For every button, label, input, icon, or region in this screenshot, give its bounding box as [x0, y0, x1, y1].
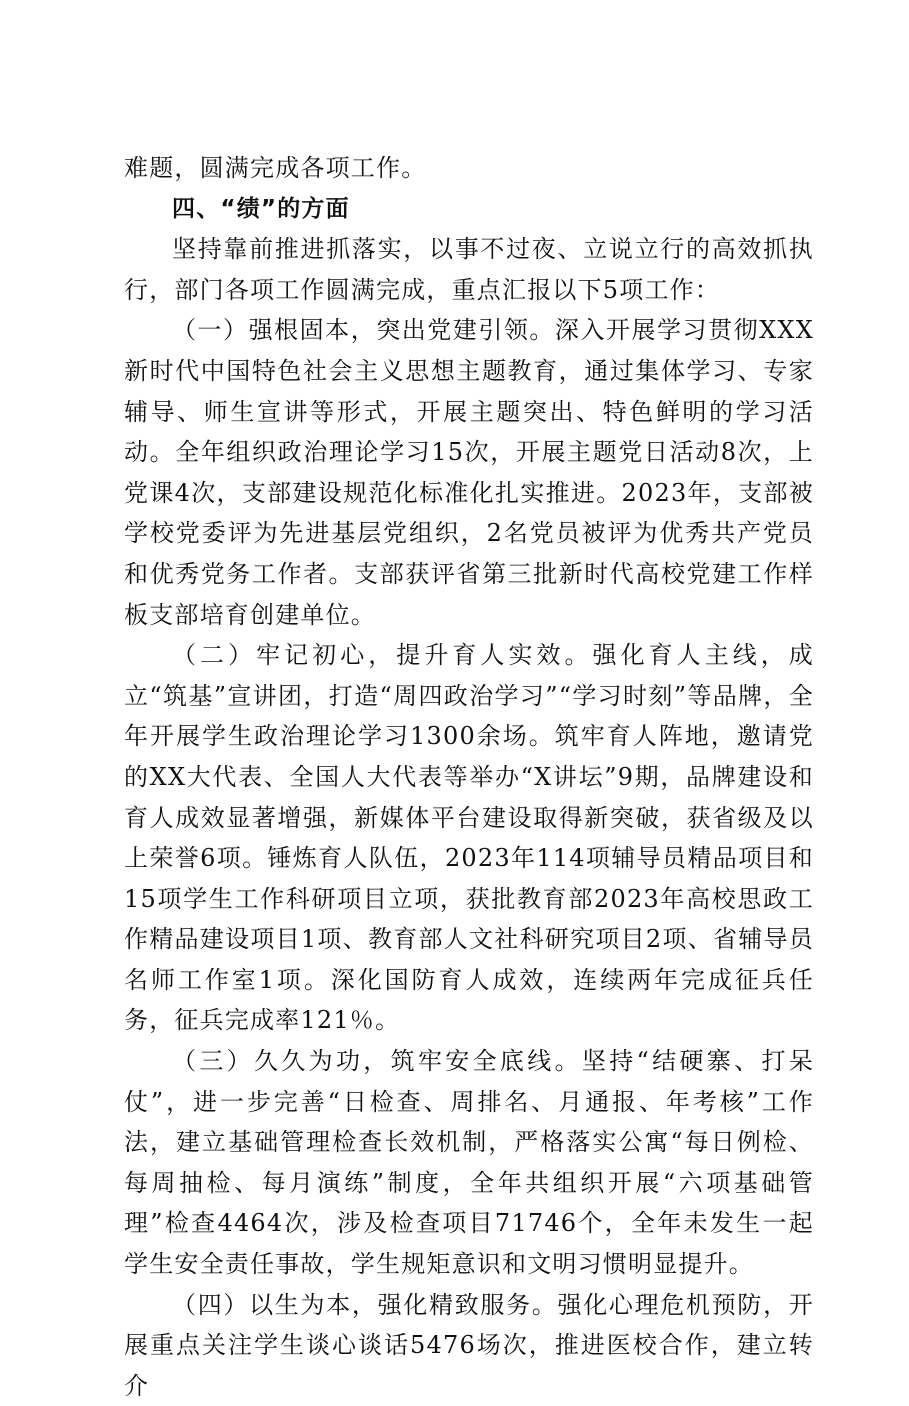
paragraph-item-1 [124, 310, 814, 635]
item-lead: （二）牢记初心，提升育人实效。 [172, 641, 593, 670]
paragraph-continuation [124, 148, 814, 189]
paragraph-intro [124, 229, 814, 310]
paragraph-item-2 [124, 635, 814, 1041]
paragraph-text: 强化育人主线，成立“筑基”宣讲团，打造“周四政治学习”“学习时刻”等品牌，全年开展学生政治理论学习1300余场。筑牢育人阵地，邀请党的XX大代表、全国人大代表等举办“X讲坛”9期，品牌建设和育人成效显著增强，新媒体平台建设取得新突破，获省级及以上荣誉6项。锤炼育人队伍，2023年114项辅导员精品项目和15项学生工作科研项目立项，获批教育部2023年高校思政工作精品建设项目1项、教育部人文社科研究项目2项、省辅导员名师工作室1项。深化国防育人成效，连续两年完成征兵任务，征兵完成率121％。 [124, 641, 814, 1035]
item-lead: （三）久久为功，筑牢安全底线。 [172, 1047, 582, 1076]
document-page [124, 148, 814, 1406]
item-lead: （一）强根固本，突出党建引领。 [172, 316, 555, 345]
paragraph-text: 强化心理危机预防，开展重点关注学生谈心谈话5476场次，推进医校合作，建立转介 [124, 1290, 814, 1400]
paragraph-text: 深入开展学习贯彻XXX新时代中国特色社会主义思想主题教育，通过集体学习、专家辅导、师生宣讲等形式，开展主题突出、特色鲜明的学习活动。全年组织政治理论学习15次，开展主题党日活动8次，上党课4次，支部建设规范化标准化扎实推进。2023年，支部被学校党委评为先进基层党组织，2名党员被评为优秀共产党员和优秀党务工作者。支部获评省第三批新时代高校党建工作样板支部培育创建单位。 [124, 316, 814, 629]
paragraph-item-3 [124, 1041, 814, 1285]
paragraph-text: 坚持“结硬寨、打呆仗”，进一步完善“日检查、周排名、月通报、年考核”工作法，建立基础管理检查长效机制，严格落实公寓“每日例检、每周抽检、每月演练”制度，全年共组织开展“六项基础管理”检查4464次，涉及检查项目71746个，全年未发生一起学生安全责任事故，学生规矩意识和文明习惯明显提升。 [124, 1047, 814, 1279]
item-lead: （四）以生为本，强化精致服务。 [172, 1290, 558, 1319]
paragraph-item-4 [124, 1285, 814, 1406]
section-heading [124, 189, 814, 230]
paragraph-text: 坚持靠前推进抓落实，以事不过夜、立说立行的高效抓执行，部门各项工作圆满完成，重点汇报以下5项工作： [124, 235, 814, 304]
heading-text: 四、“绩”的方面 [172, 195, 350, 222]
paragraph-text: 难题，圆满完成各项工作。 [124, 154, 427, 182]
